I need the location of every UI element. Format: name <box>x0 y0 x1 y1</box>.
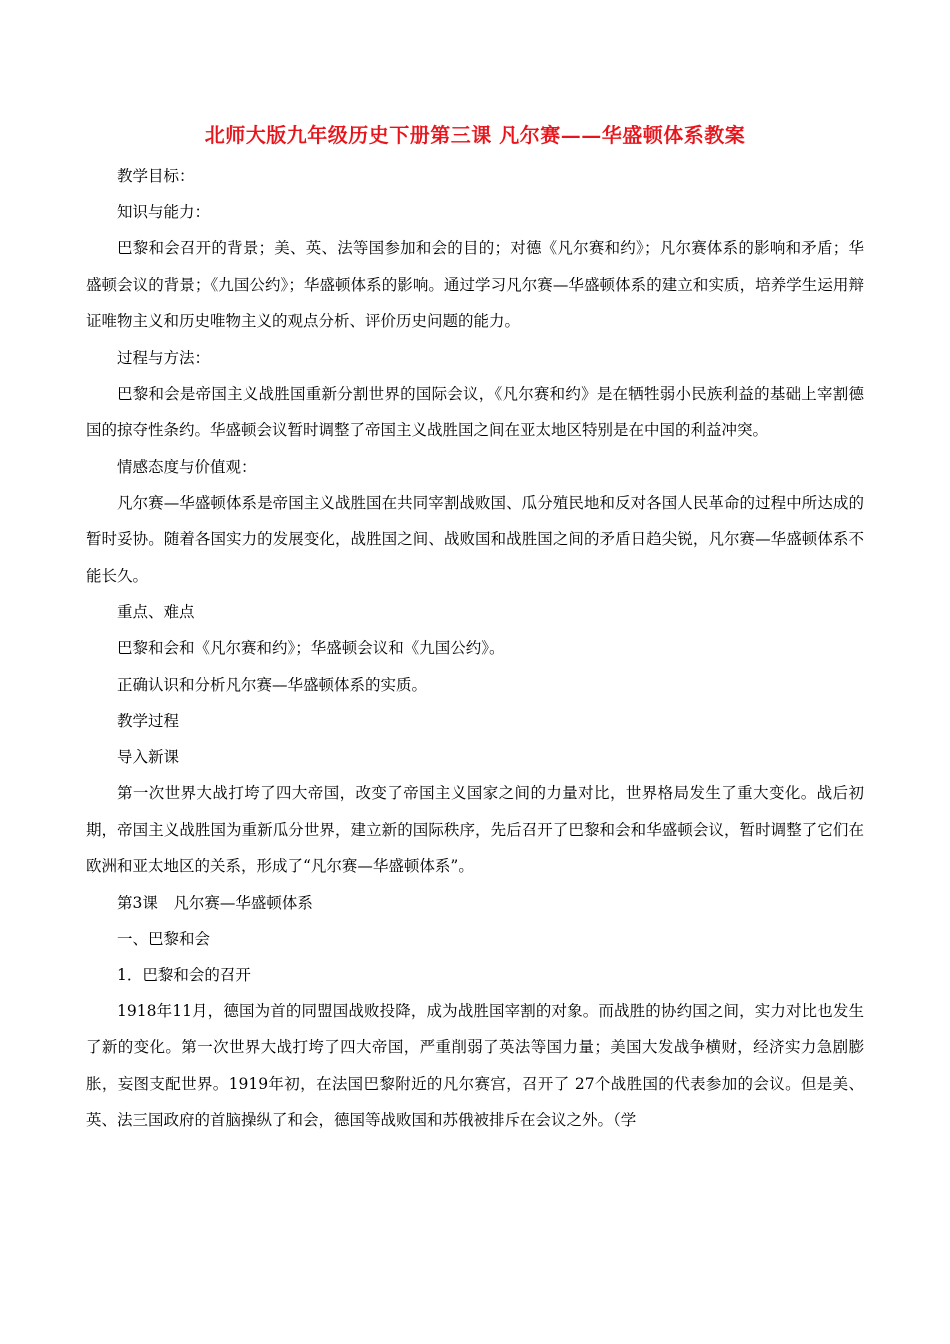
paragraph-key-point-2: 正确认识和分析凡尔赛—华盛顿体系的实质。 <box>117 675 428 694</box>
paragraph-conference-opening: 1918年11月，德国为首的同盟国战败投降，成为战胜国宰割的对象。而战胜的协约国之间，实力对比也发生了新的变化。第一次世界大战打垮了四大帝国，严重削弱了英法等国力量；美国大发战争横财，经济实力急剧膨胀，妄图支配世界。1919年初，在法国巴黎附近的凡尔赛宫，召开了 27个战胜国的代表参加的会议。但是美、英、法三国政府的首脑操纵了和会，德国等战败国和苏俄被排斥在会议之外。（学 <box>86 1001 864 1129</box>
section-label-process-method: 过程与方法： <box>117 348 211 367</box>
subheading-paris-conference: 一、巴黎和会 <box>117 929 211 948</box>
section-label-teaching-goals: 教学目标： <box>117 167 195 185</box>
paragraph-key-point-1: 巴黎和会和《凡尔赛和约》；华盛顿会议和《九国公约》。 <box>117 639 505 657</box>
section-label-knowledge-ability: 知识与能力： <box>117 203 211 221</box>
document-title: 北师大版九年级历史下册第三课 凡尔赛——华盛顿体系教案 <box>204 123 746 147</box>
section-label-key-points: 重点、难点 <box>117 603 195 621</box>
paragraph-knowledge-ability: 巴黎和会召开的背景；美、英、法等国参加和会的目的；对德《凡尔赛和约》；凡尔赛体系的影响和矛盾；华盛顿会议的背景；《九国公约》；华盛顿体系的影响。通过学习凡尔赛—华盛顿体系的建立和实质，培养学生运用辩证唯物主义和历史唯物主义的观点分析、评价历史问题的能力。 <box>86 239 864 330</box>
paragraph-introduction: 第一次世界大战打垮了四大帝国，改变了帝国主义国家之间的力量对比，世界格局发生了重大变化。战后初期，帝国主义战胜国为重新瓜分世界，建立新的国际秩序，先后召开了巴黎和会和华盛顿会议，暂时调整了它们在欧洲和亚太地区的关系，形成了“凡尔赛—华盛顿体系”。 <box>86 784 864 875</box>
section-label-teaching-process: 教学过程 <box>117 712 180 730</box>
subheading-conference-opening: 1．巴黎和会的召开 <box>117 965 251 984</box>
lesson-heading: 第3课 凡尔赛—华盛顿体系 <box>117 893 313 912</box>
paragraph-attitude-values: 凡尔赛—华盛顿体系是帝国主义战胜国在共同宰割战败国、瓜分殖民地和反对各国人民革命的过程中所达成的暂时妥协。随着各国实力的发展变化，战胜国之间、战败国和战胜国之间的矛盾日趋尖锐，凡尔赛—华盛顿体系不能长久。 <box>86 493 864 585</box>
section-label-introduction: 导入新课 <box>117 748 180 766</box>
document-page <box>86 118 864 1139</box>
section-label-attitude-values: 情感态度与价值观： <box>117 457 257 476</box>
paragraph-process-method: 巴黎和会是帝国主义战胜国重新分割世界的国际会议，《凡尔赛和约》是在牺牲弱小民族利益的基础上宰割德国的掠夺性条约。华盛顿会议暂时调整了帝国主义战胜国之间在亚太地区特别是在中国的利益冲突。 <box>86 384 864 439</box>
